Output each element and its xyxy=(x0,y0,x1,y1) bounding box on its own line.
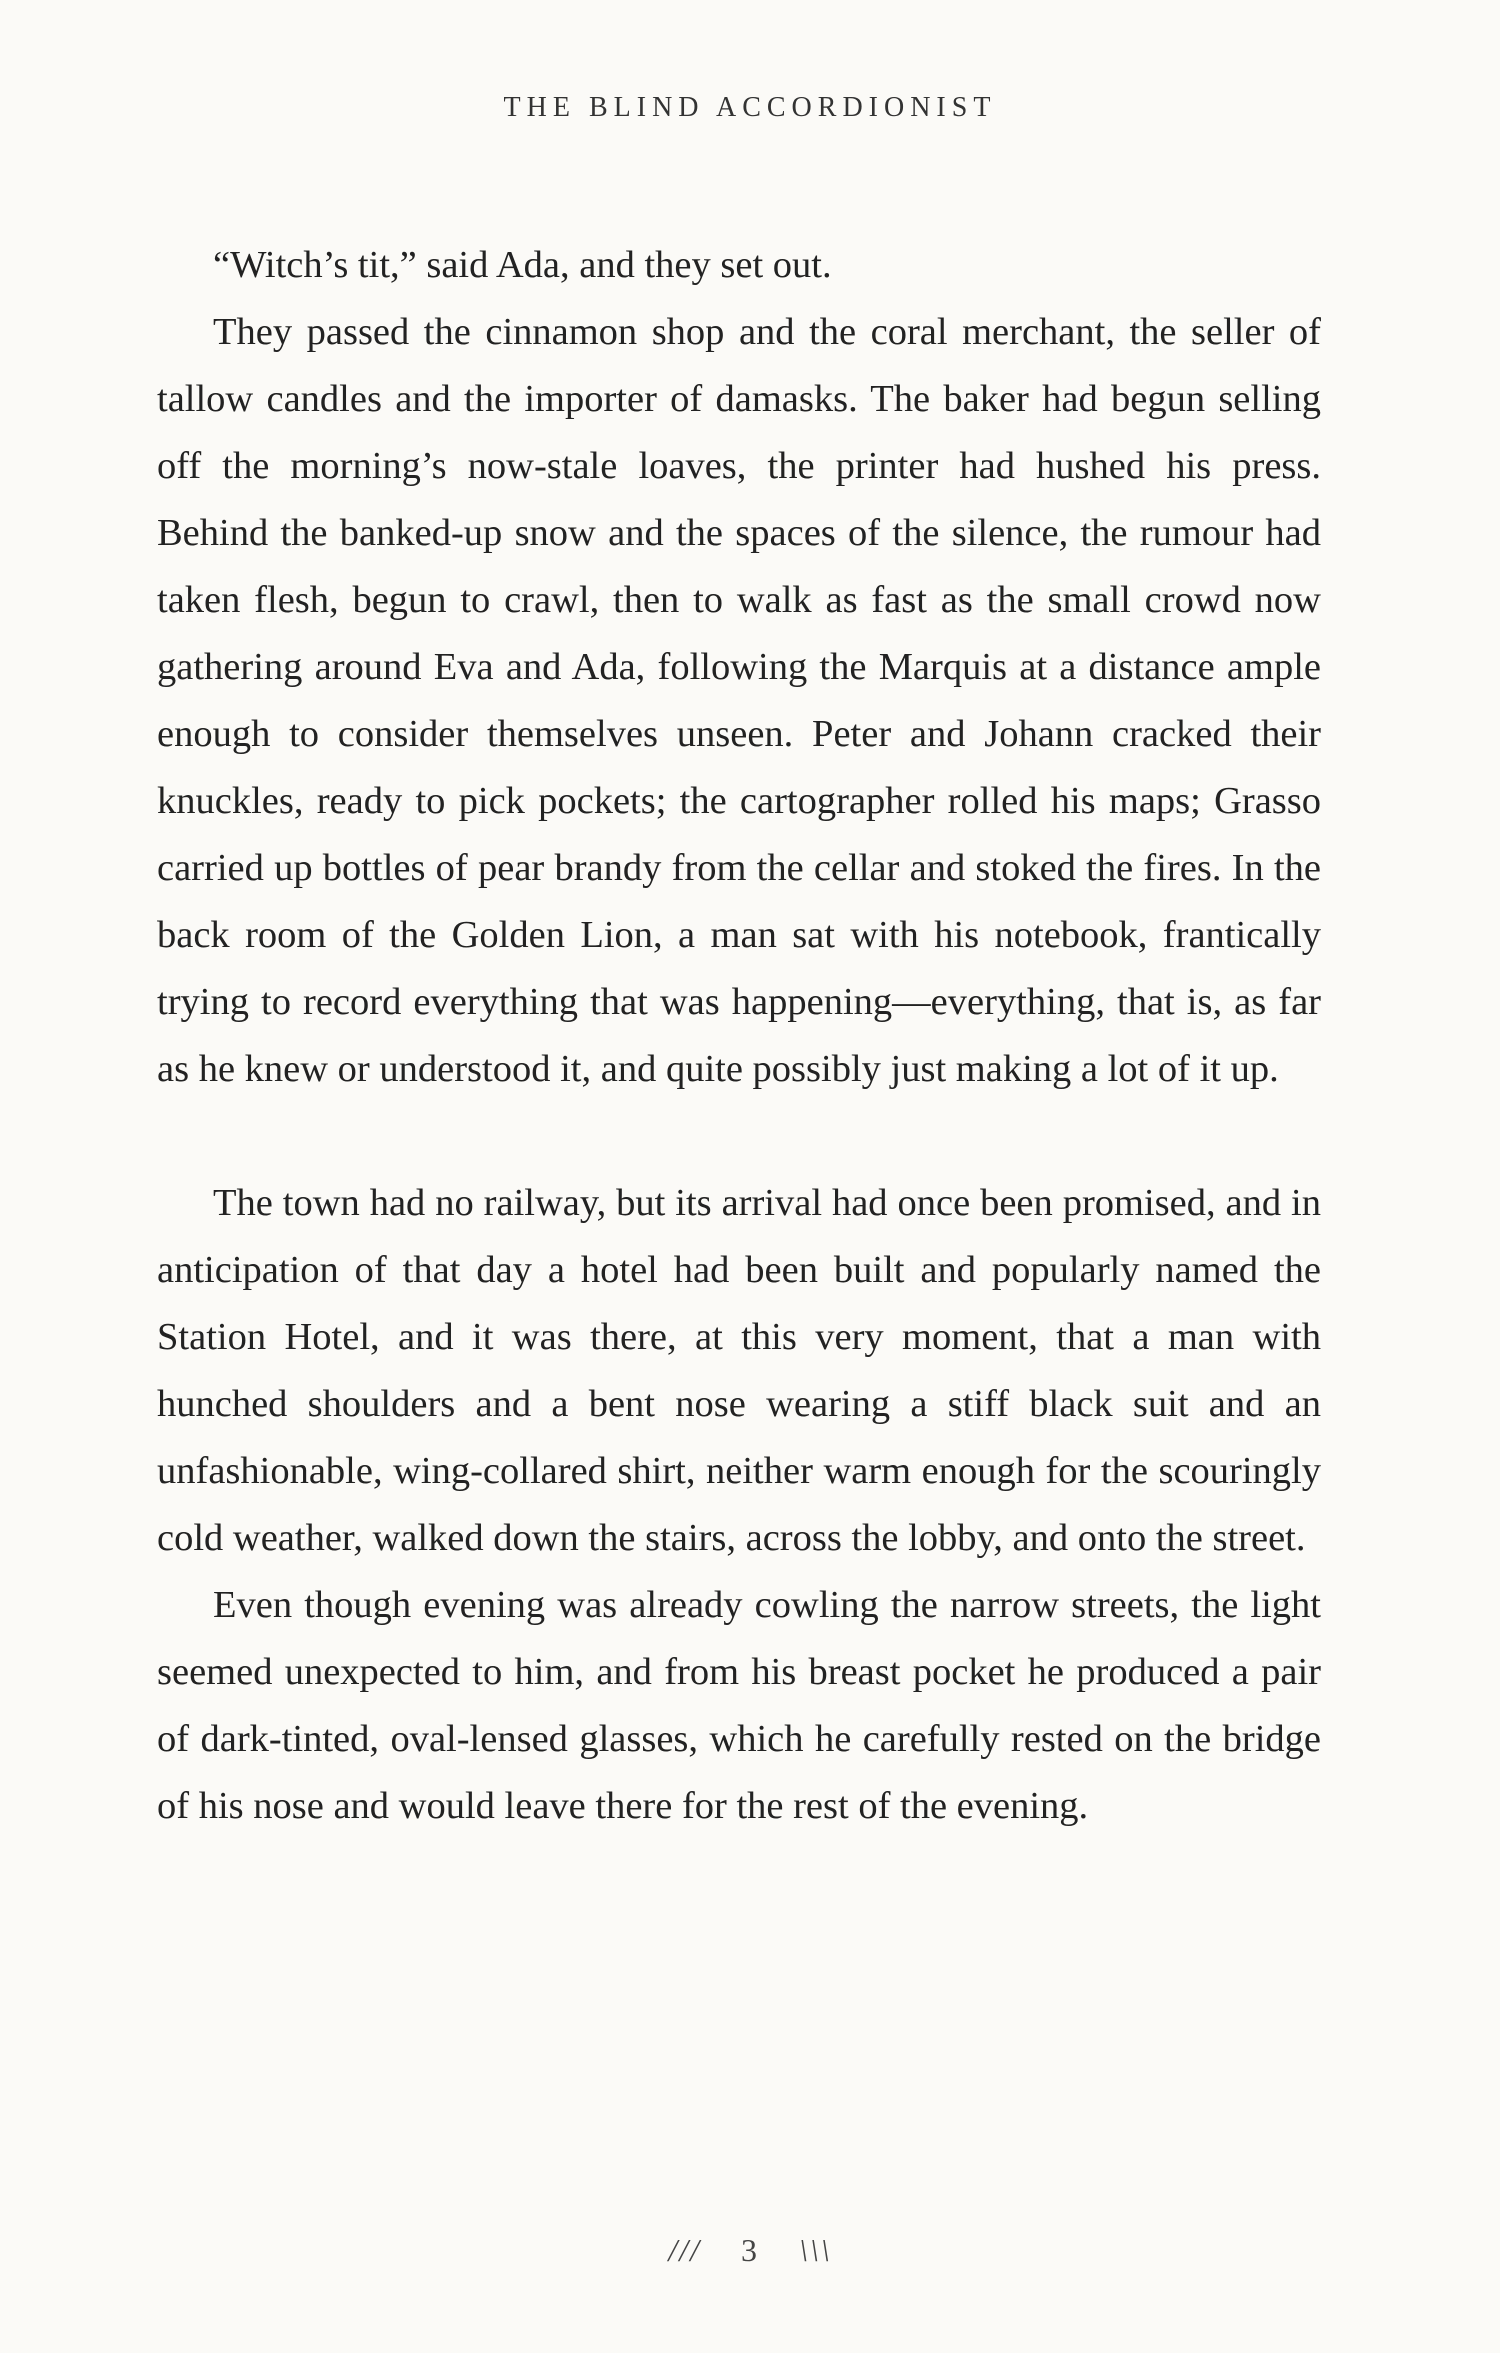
page-number: 3 xyxy=(741,2232,759,2268)
paragraph: They passed the cinnamon shop and the coral merchant, the seller of tallow candles and the importer of damasks. The baker had begun selling off the morning’s now-stale loaves, the printer had hushed his press. Behind the banked-up snow and the spaces of the silence, the rumour had taken flesh, begun to crawl, then to walk as fast as the small crowd now gathering around Eva and Ada, following the Marquis at a distance ample enough to consider themselves unseen. Peter and Johann cracked their knuckles, ready to pick pockets; the cartographer rolled his maps; Grasso carried up bottles of pear brandy from the cellar and stoked the fires. In the back room of the Golden Lion, a man sat with his notebook, frantically trying to record everything that was happening—everything, that is, as far as he knew or understood it, and quite possibly just making a lot of it up. xyxy=(157,311,1321,1090)
paragraph: “Witch’s tit,” said Ada, and they set out. xyxy=(213,244,832,286)
paragraph: Even though evening was already cowling the narrow streets, the light seemed unexpected to him, and from his breast pocket he produced a pair of dark-tinted, oval-lensed glasses, which he carefully rested on the bridge of his nose and would leave there for the rest of the evening. xyxy=(157,1584,1321,1827)
paragraph-section-start: The town had no railway, but its arrival had once been promised, and in anticipation of that day a hotel had been built and popularly named the Station Hotel, and it was there, at this very moment, that a man with hunched shoulders and a bent nose wearing a stiff black suit and an unfashionable, wing-collared shirt, neither warm enough for the scouringly cold weather, walked down the stairs, across the lobby, and onto the street. xyxy=(157,1182,1321,1559)
folio-ornament-left: /// xyxy=(668,2232,701,2268)
running-head: THE BLIND ACCORDIONIST xyxy=(503,92,997,123)
body-text xyxy=(157,232,1321,1840)
folio-ornament-right: \\\ xyxy=(799,2232,832,2268)
page-footer xyxy=(0,2232,1500,2269)
